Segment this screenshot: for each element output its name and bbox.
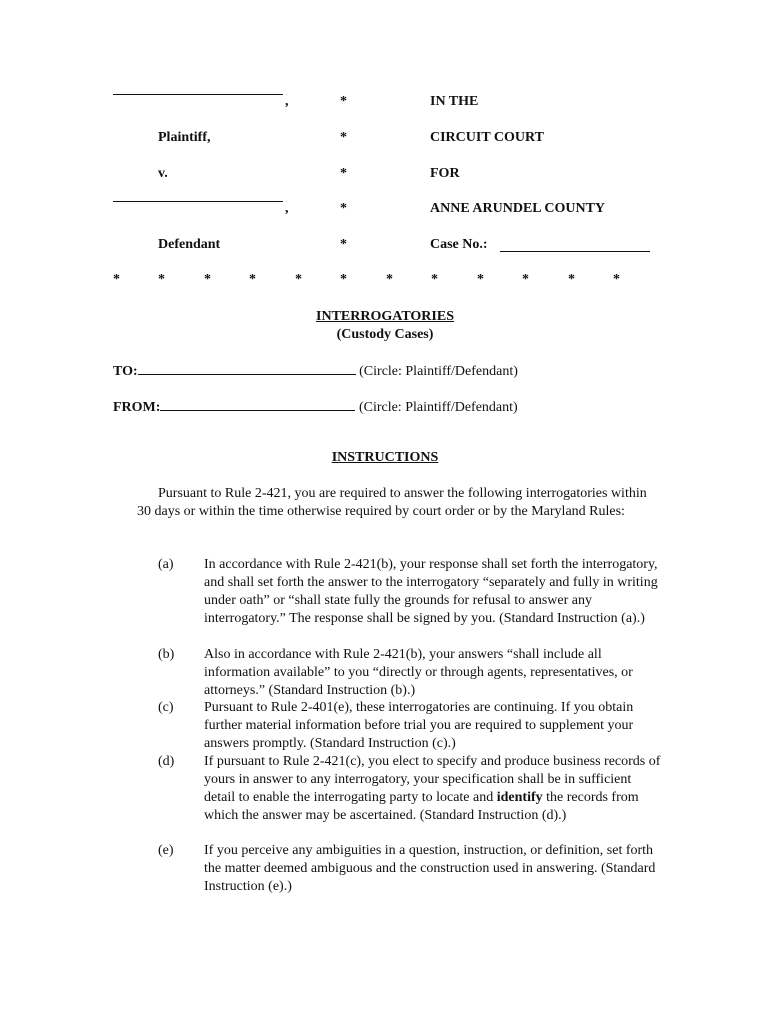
item-label: (c) bbox=[158, 700, 174, 715]
defendant-comma: , bbox=[285, 201, 289, 216]
divider-star: * bbox=[522, 272, 529, 287]
court-for: FOR bbox=[430, 166, 460, 181]
item-text: Pursuant to Rule 2-401(e), these interrogatories are continuing. If you obtain further material information before trial you are required to supplement your answers promptly. (Standard Instruction (c).) bbox=[204, 700, 634, 751]
item-text: In accordance with Rule 2-421(b), your response shall set forth the interrogatory, and shall set forth the answer to the interrogatory “separately and fully in writing under oath” or “shall state fully the grounds for refusal to answer any interrogatory.” The response shall be signed by you. (Standard Instruction (a).) bbox=[204, 557, 658, 626]
divider-star: * bbox=[204, 272, 211, 287]
item-text-after: the records from which the answer may be ascertained. (Standard Instruction (d).) bbox=[204, 790, 639, 823]
county-name: ANNE ARUNDEL COUNTY bbox=[430, 201, 606, 216]
divider-star: * bbox=[613, 272, 620, 287]
plaintiff-comma: , bbox=[285, 94, 289, 109]
caption-star-2: * bbox=[340, 130, 347, 145]
item-text: Also in accordance with Rule 2-421(b), your answers “shall include all information available” to you “directly or through agents, representatives, or attorneys.” (Standard Instruction (b).) bbox=[204, 647, 633, 698]
from-row bbox=[113, 398, 518, 416]
item-text-bold: identify bbox=[496, 790, 543, 805]
divider-star: * bbox=[568, 272, 575, 287]
item-text: If you perceive any ambiguities in a question, instruction, or definition, set forth the matter deemed ambiguous and the construction used in answering. (Standard Instruction (e).) bbox=[204, 843, 656, 894]
to-circle-note: (Circle: Plaintiff/Defendant) bbox=[359, 364, 518, 379]
divider-star: * bbox=[431, 272, 438, 287]
item-label: (a) bbox=[158, 557, 174, 572]
defendant-name-line bbox=[113, 201, 283, 202]
item-text-before: If pursuant to Rule 2-421(c), you elect to specify and produce business records of yours in answer to any interrogatory, your specification shall be in sufficient detail to enable the interrogating party to locate and bbox=[204, 754, 661, 805]
document-title: INTERROGATORIES bbox=[316, 309, 454, 324]
versus-label: v. bbox=[158, 166, 168, 181]
divider-star: * bbox=[113, 272, 120, 287]
caption-star-3: * bbox=[340, 166, 347, 181]
plaintiff-name-line bbox=[113, 94, 283, 95]
to-name-line[interactable] bbox=[138, 362, 356, 375]
from-name-line[interactable] bbox=[160, 398, 355, 411]
to-row bbox=[113, 362, 518, 380]
divider-star: * bbox=[158, 272, 165, 287]
from-circle-note: (Circle: Plaintiff/Defendant) bbox=[358, 400, 518, 415]
divider-star: * bbox=[340, 272, 347, 287]
case-number-line[interactable] bbox=[500, 237, 650, 252]
intro-paragraph: Pursuant to Rule 2-421, you are required to answer the following interrogatories within 30 days or within the time otherwise required by court order or by the Maryland Rules: bbox=[137, 486, 647, 519]
divider-star: * bbox=[249, 272, 256, 287]
caption-star-4: * bbox=[340, 201, 347, 216]
item-label: (e) bbox=[158, 843, 174, 858]
item-text bbox=[204, 753, 662, 825]
case-number-label: Case No.: bbox=[430, 237, 488, 252]
defendant-label: Defendant bbox=[158, 237, 221, 252]
item-label: (b) bbox=[158, 647, 175, 662]
caption-star-5: * bbox=[340, 237, 347, 252]
plaintiff-label: Plaintiff, bbox=[158, 130, 211, 145]
divider-star: * bbox=[386, 272, 393, 287]
divider-star: * bbox=[295, 272, 302, 287]
from-label: FROM: bbox=[113, 400, 161, 415]
caption-star-1: * bbox=[340, 94, 347, 109]
court-in-the: IN THE bbox=[430, 94, 479, 109]
court-name: CIRCUIT COURT bbox=[430, 130, 544, 145]
divider-star: * bbox=[477, 272, 484, 287]
to-label: TO: bbox=[113, 364, 138, 379]
item-label: (d) bbox=[158, 754, 175, 769]
document-subtitle: (Custody Cases) bbox=[336, 327, 434, 342]
instructions-heading: INSTRUCTIONS bbox=[331, 450, 439, 465]
